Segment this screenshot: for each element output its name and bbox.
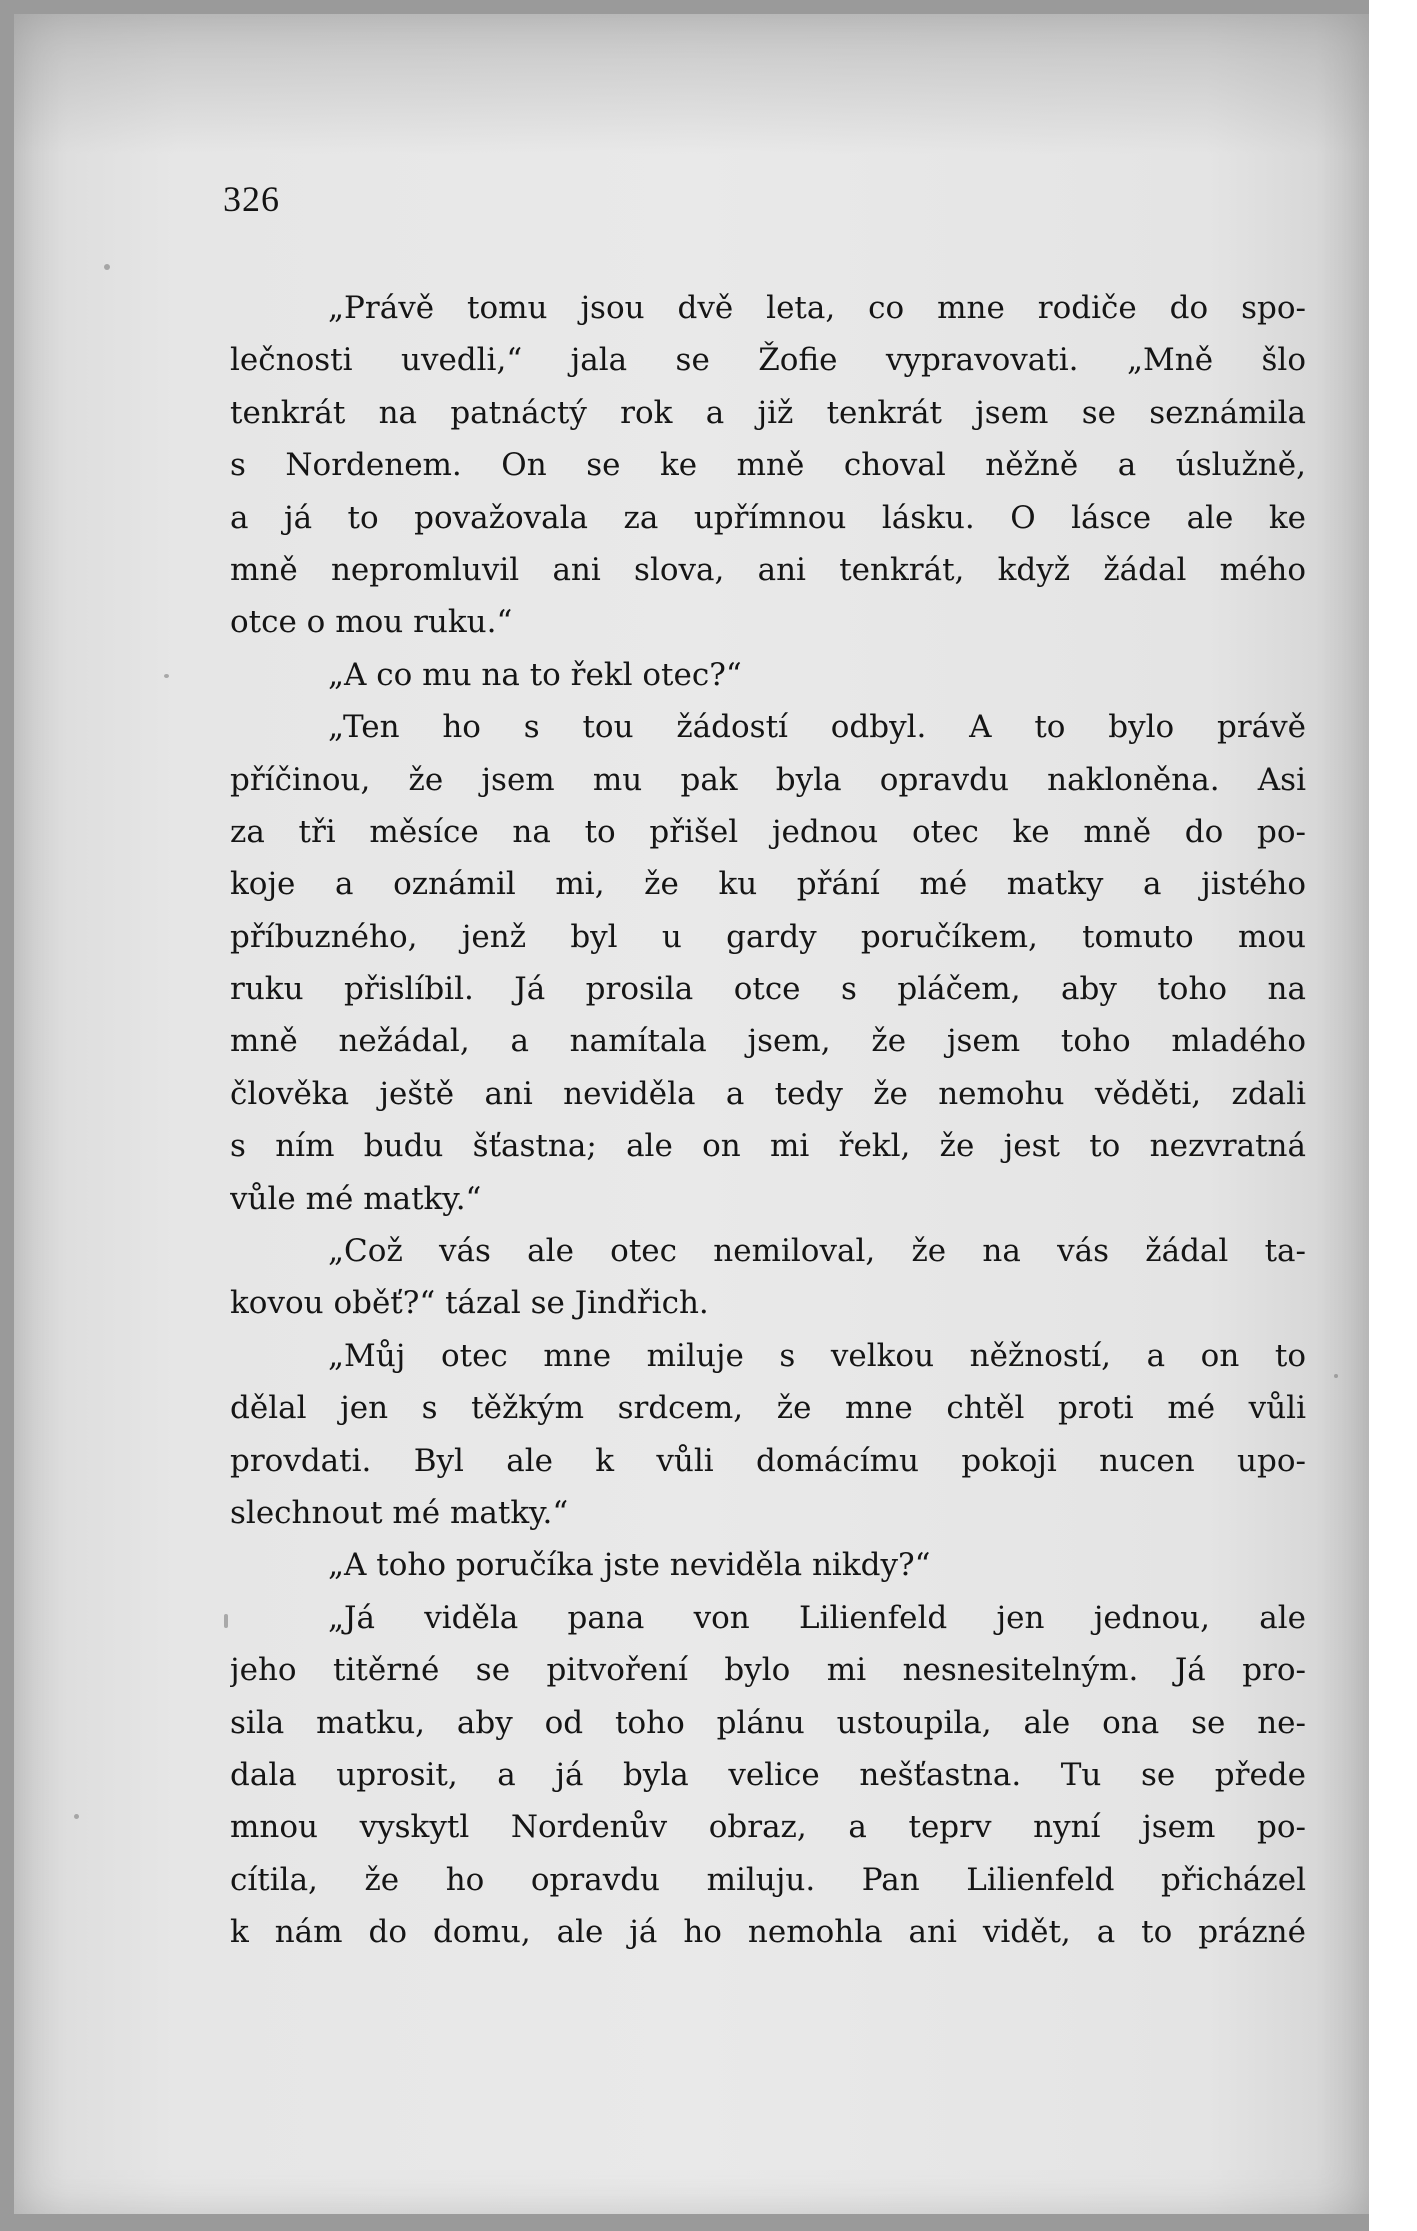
body-text [230,282,1306,1959]
text-line: dělal jen s těžkým srdcem, že mne chtěl proti mé vůli [230,1390,1306,1427]
page-number: 326 [223,179,280,219]
text-line: mnou vyskytl Nordenův obraz, a teprv nyní jsem po- [230,1809,1306,1846]
text-line: s ním budu šťastna; ale on mi řekl, že jest to nezvratná [230,1128,1306,1165]
text-line: koje a oznámil mi, že ku přání mé matky a jistého [230,866,1306,903]
text-line: „Právě tomu jsou dvě leta, co mne rodiče do spo- [328,290,1306,326]
text-line: a já to považovala za upřímnou lásku. O lásce ale ke [230,499,1306,536]
text-line: dala uprosit, a já byla velice nešťastna. Tu se přede [230,1756,1306,1793]
text-line: „A toho poručíka jste neviděla nikdy?“ [328,1547,931,1584]
text-line: provdati. Byl ale k vůli domácímu pokoji nucen upo- [230,1442,1306,1479]
text-line: příbuzného, jenž byl u gardy poručíkem, tomuto mou [230,918,1306,955]
scan-margin [1369,0,1417,2231]
text-line: cítila, že ho opravdu miluju. Pan Lilienfeld přicházel [230,1861,1306,1898]
paper-speck [74,1814,79,1819]
text-line: ruku přislíbil. Já prosila otce s pláčem, aby toho na [230,971,1306,1008]
text-line: k nám do domu, ale já ho nemohla ani vidět, a to prázné [230,1914,1306,1951]
paper-speck [104,264,110,270]
text-line: slechnout mé matky.“ [230,1494,569,1531]
text-line: „Ten ho s tou žádostí odbyl. A to bylo právě [328,709,1306,746]
text-line: tenkrát na patnáctý rok a již tenkrát jsem se seznámila [230,394,1306,431]
text-line: lečnosti uvedli,“ jala se Žofie vypravovati. „Mně šlo [230,342,1306,379]
text-line: sila matku, aby od toho plánu ustoupila, ale ona se ne- [230,1704,1306,1741]
text-line: s Nordenem. On se ke mně choval něžně a úslužně, [230,447,1306,484]
text-line: za tři měsíce na to přišel jednou otec ke mně do po- [230,813,1306,850]
text-line: „Což vás ale otec nemiloval, že na vás žádal ta- [328,1233,1306,1270]
text-line: kovou oběť?“ tázal se Jindřich. [230,1285,709,1322]
text-line: vůle mé matky.“ [230,1180,482,1217]
paper-speck [164,674,169,678]
text-line: otce o mou ruku.“ [230,604,513,641]
text-line: mně nepromluvil ani slova, ani tenkrát, když žádal mého [230,551,1306,588]
text-line: „Já viděla pana von Lilienfeld jen jednou, ale [328,1599,1306,1636]
paper-speck [224,1614,228,1628]
text-line: příčinou, že jsem mu pak byla opravdu nakloněna. Asi [230,761,1306,798]
text-line: „A co mu na to řekl otec?“ [328,656,742,693]
text-line: jeho titěrné se pitvoření bylo mi nesnesitelným. Já pro- [230,1652,1306,1689]
text-line: „Můj otec mne miluje s velkou něžností, a on to [328,1337,1306,1374]
text-line: mně nežádal, a namítala jsem, že jsem toho mladého [230,1023,1306,1060]
paper-speck [1334,1374,1338,1378]
text-line: člověka ještě ani neviděla a tedy že nemohu věděti, zdali [230,1075,1306,1112]
